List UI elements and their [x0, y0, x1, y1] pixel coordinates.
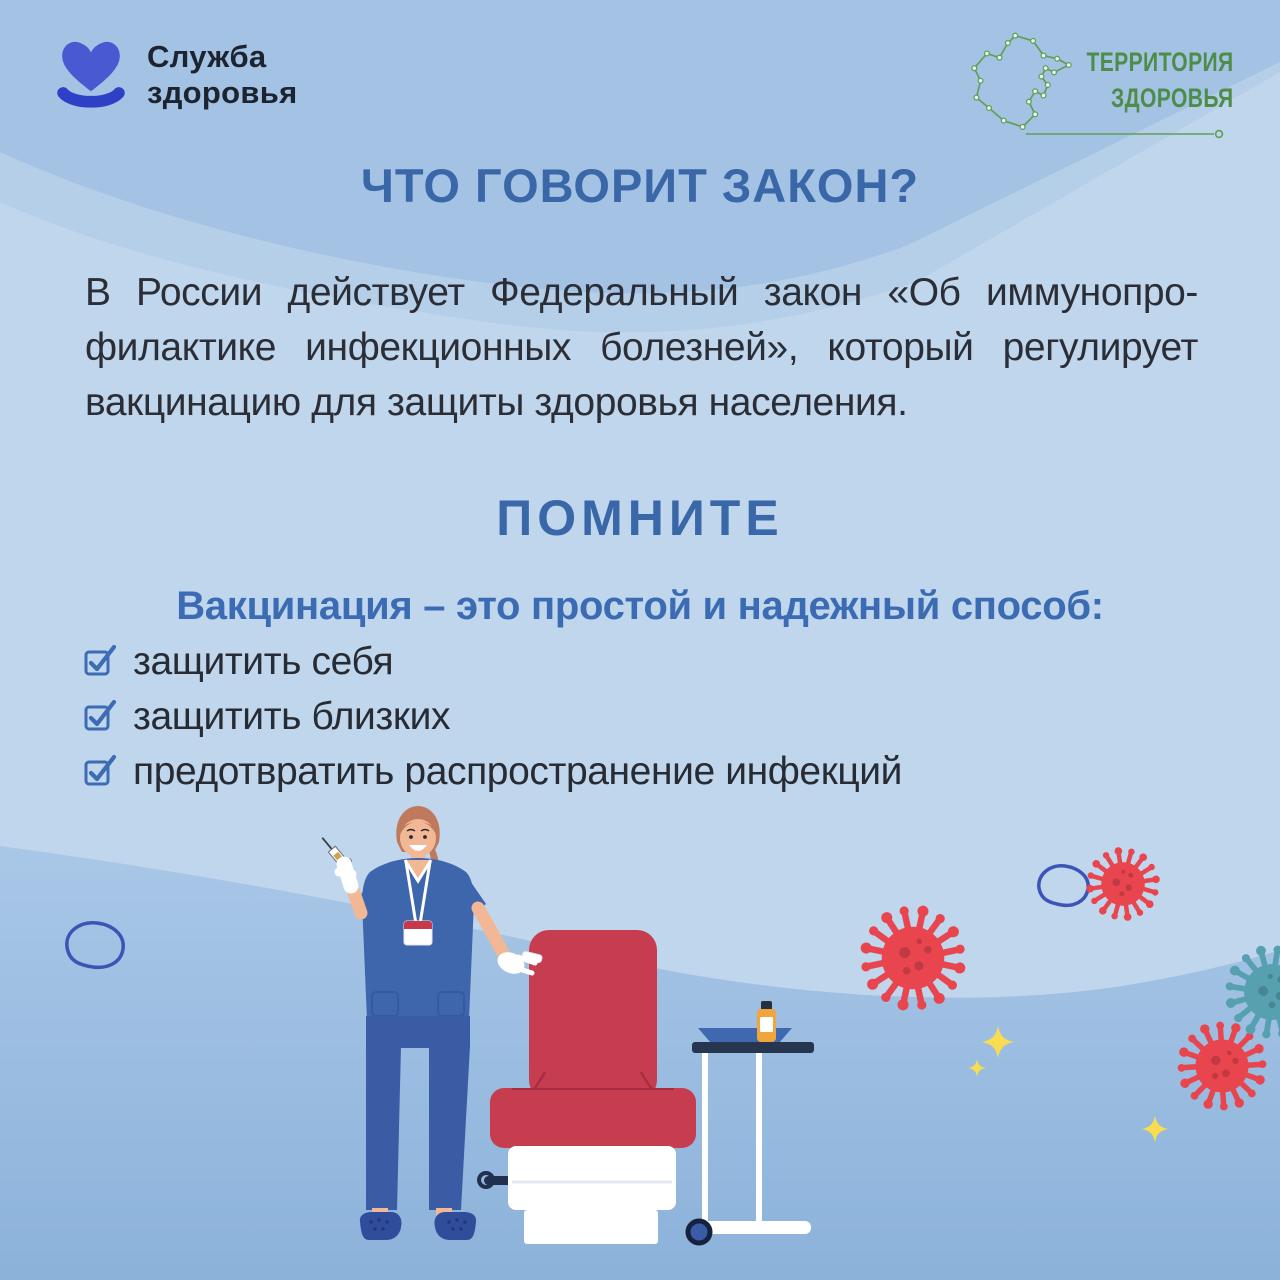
- chair-seat: [490, 1088, 696, 1148]
- virus-icon: [850, 895, 977, 1022]
- paragraph-line: вакцинацию для защиты здоровья населения.: [85, 381, 908, 424]
- sparkle-icon: [982, 1026, 1014, 1058]
- croc-shoe: [360, 1212, 402, 1240]
- chair-base-lower: [524, 1210, 658, 1244]
- table-wheel: [688, 1221, 710, 1243]
- virus-icon: [1164, 1008, 1280, 1124]
- blob-icon: [1039, 866, 1088, 906]
- paragraph-line: В России действует Федеральный закон «Об иммунопро-: [85, 271, 1198, 314]
- brand-name-line1: Служба: [147, 39, 267, 75]
- partner-name-line1: ТЕРРИТОРИЯ: [1086, 47, 1234, 77]
- reminder-heading: ПОМНИТЕ: [496, 490, 784, 546]
- checklist-label: защитить близких: [133, 694, 451, 738]
- brand-name-line2: здоровья: [147, 75, 298, 110]
- tray: [698, 1028, 792, 1043]
- virus-icon: [1081, 842, 1165, 926]
- table-leg: [702, 1053, 708, 1225]
- blob-icon: [67, 923, 123, 968]
- chair-backrest: [529, 930, 657, 1100]
- table-foot: [699, 1221, 811, 1234]
- medicine-bottle: [757, 1001, 776, 1042]
- id-badge: [404, 921, 432, 945]
- table-leg: [756, 1053, 762, 1225]
- scrub-pants: [366, 1016, 470, 1048]
- croc-shoe: [434, 1212, 476, 1240]
- sparkle-icon: [968, 1059, 985, 1076]
- medical-chair: [479, 930, 696, 1244]
- supply-table: [688, 1001, 814, 1243]
- checklist-label: предотвратить распространение инфекций: [133, 749, 903, 793]
- sparkle-icon: [1142, 1116, 1169, 1143]
- checklist-label: защитить себя: [133, 639, 394, 683]
- table-top: [692, 1042, 814, 1053]
- partner-name-line2: ЗДОРОВЬЯ: [1111, 83, 1234, 114]
- page-title: ЧТО ГОВОРИТ ЗАКОН?: [360, 159, 920, 212]
- paragraph-line: филактике инфекционных болезней», который регулирует: [85, 326, 1198, 369]
- virus-icon: [1214, 934, 1280, 1050]
- face: [400, 819, 436, 857]
- chair-base-upper: [508, 1146, 676, 1210]
- reminder-subheading: Вакцинация – это простой и надежный способ:: [176, 584, 1104, 628]
